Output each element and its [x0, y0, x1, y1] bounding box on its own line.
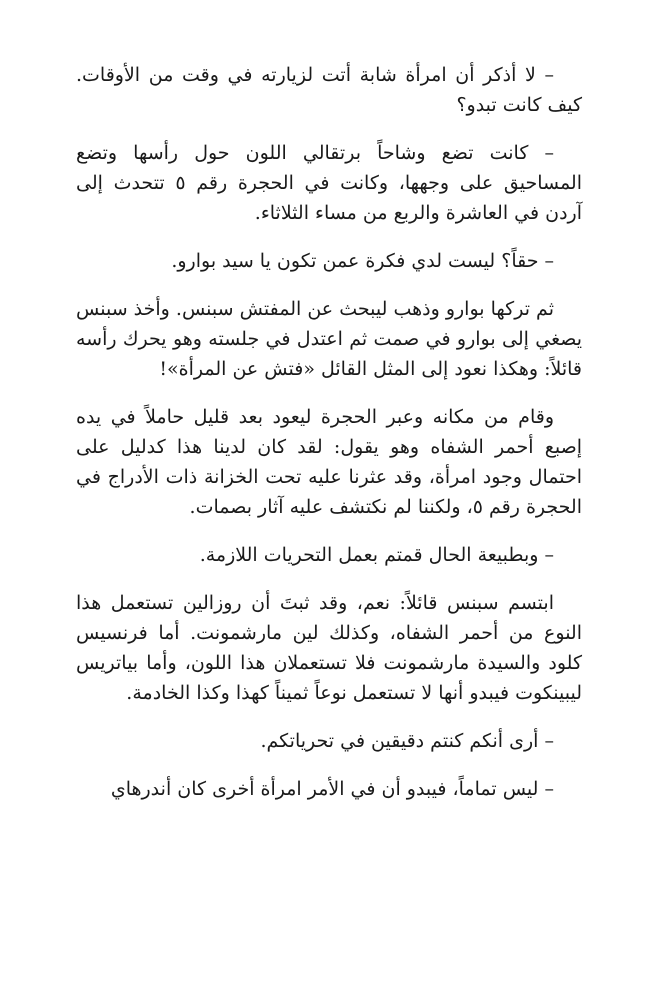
paragraph-8: – أرى أنكم كنتم دقيقين في تحرياتكم. [260, 730, 554, 752]
paragraph-7: ابتسم سبنس قائلاً: نعم، وقد ثبتَ أن روزالين تستعمل هذا النوع من أحمر الشفاه، وكذلك لين مارشمونت. أما فرنسيس كلود والسيدة مارشمونت فلا تستعملان هذا اللون، وأما بياتريس ليبينكوت فيبدو أنها لا تستعمل نوعاً ثميناً كهذا وكذا الخادمة. [76, 592, 582, 704]
paragraph-1: – لا أذكر أن امرأة شابة أتت لزيارته في وقت من الأوقات. كيف كانت تبدو؟ [76, 64, 582, 116]
paragraph-4: ثم تركها بوارو وذهب ليبحث عن المفتش سبنس. وأخذ سبنس يصغي إلى بوارو في صمت ثم اعتدل في جلسته وهو يحرك رأسه قائلاً: وهكذا نعود إلى المثل القائل «فتش عن المرأة»! [76, 298, 582, 380]
paragraph-9: – ليس تماماً، فيبدو أن في الأمر امرأة أخرى كان أندرهاي [110, 778, 554, 800]
paragraph-6: – وبطبيعة الحال قمتم بعمل التحريات اللازمة. [199, 544, 554, 566]
book-page [76, 60, 582, 804]
paragraph-5: وقام من مكانه وعبر الحجرة ليعود بعد قليل حاملاً في يده إصبع أحمر الشفاه وهو يقول: لقد كان لدينا هذا كدليل على احتمال وجود امرأة، وقد عثرنا عليه تحت الخزانة ذات الأدراج في الحجرة رقم ٥، ولكننا لم نكتشف عليه آثار بصمات. [76, 406, 582, 518]
paragraph-3: – حقاً؟ ليست لدي فكرة عمن تكون يا سيد بوارو. [171, 250, 554, 272]
paragraph-2: – كانت تضع وشاحاً برتقالي اللون حول رأسها وتضع المساحيق على وجهها، وكانت في الحجرة رقم ٥ تتحدث إلى آردن في العاشرة والربع من مساء الثلاثاء. [76, 142, 582, 224]
